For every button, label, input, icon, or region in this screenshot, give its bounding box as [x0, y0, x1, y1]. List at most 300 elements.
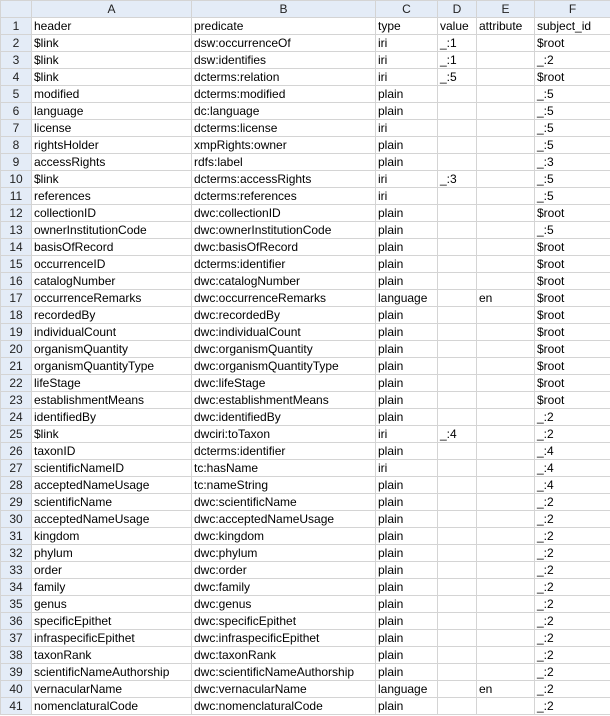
cell[interactable]: [477, 426, 535, 443]
cell[interactable]: rightsHolder: [32, 137, 192, 154]
cell[interactable]: order: [32, 562, 192, 579]
cell[interactable]: [477, 188, 535, 205]
cell[interactable]: $link: [32, 35, 192, 52]
cell[interactable]: scientificNameID: [32, 460, 192, 477]
cell[interactable]: vernacularName: [32, 681, 192, 698]
cell[interactable]: plain: [376, 375, 438, 392]
cell[interactable]: dwc:catalogNumber: [192, 273, 376, 290]
cell[interactable]: [477, 596, 535, 613]
row-number[interactable]: 19: [1, 324, 32, 341]
table-row: [1, 256, 610, 273]
cell[interactable]: [477, 137, 535, 154]
row-number[interactable]: 31: [1, 528, 32, 545]
cell[interactable]: $root: [535, 341, 610, 358]
row-number[interactable]: 18: [1, 307, 32, 324]
cell[interactable]: dwc:taxonRank: [192, 647, 376, 664]
row-number[interactable]: 15: [1, 256, 32, 273]
cell[interactable]: plain: [376, 324, 438, 341]
cell[interactable]: language: [32, 103, 192, 120]
cell[interactable]: plain: [376, 647, 438, 664]
cell[interactable]: dwc:identifiedBy: [192, 409, 376, 426]
cell[interactable]: [477, 273, 535, 290]
cell[interactable]: plain: [376, 256, 438, 273]
cell[interactable]: [438, 307, 477, 324]
row-number[interactable]: 21: [1, 358, 32, 375]
cell[interactable]: [438, 239, 477, 256]
cell[interactable]: $root: [535, 256, 610, 273]
row-number[interactable]: 4: [1, 69, 32, 86]
row-number[interactable]: 22: [1, 375, 32, 392]
cell[interactable]: [477, 222, 535, 239]
cell[interactable]: dwc:recordedBy: [192, 307, 376, 324]
cell[interactable]: [477, 562, 535, 579]
cell[interactable]: [438, 443, 477, 460]
cell[interactable]: subject_id: [535, 18, 610, 35]
cell[interactable]: _:4: [438, 426, 477, 443]
cell[interactable]: $root: [535, 324, 610, 341]
row-number[interactable]: 36: [1, 613, 32, 630]
cell[interactable]: [477, 358, 535, 375]
cell[interactable]: [438, 494, 477, 511]
row-number[interactable]: 9: [1, 154, 32, 171]
cell[interactable]: [477, 409, 535, 426]
cell[interactable]: dcterms:modified: [192, 86, 376, 103]
cell[interactable]: [438, 698, 477, 715]
cell[interactable]: _:2: [535, 426, 610, 443]
cell[interactable]: dwc:kingdom: [192, 528, 376, 545]
cell[interactable]: accessRights: [32, 154, 192, 171]
cell[interactable]: ownerInstitutionCode: [32, 222, 192, 239]
cell[interactable]: [438, 324, 477, 341]
cell[interactable]: [438, 137, 477, 154]
cell[interactable]: dcterms:references: [192, 188, 376, 205]
cell[interactable]: [477, 52, 535, 69]
row-number[interactable]: 3: [1, 52, 32, 69]
cell[interactable]: plain: [376, 698, 438, 715]
cell[interactable]: plain: [376, 392, 438, 409]
cell[interactable]: $link: [32, 426, 192, 443]
cell[interactable]: dwc:scientificNameAuthorship: [192, 664, 376, 681]
cell[interactable]: [477, 664, 535, 681]
cell[interactable]: family: [32, 579, 192, 596]
cell[interactable]: dcterms:accessRights: [192, 171, 376, 188]
cell[interactable]: iri: [376, 52, 438, 69]
cell[interactable]: language: [376, 681, 438, 698]
cell[interactable]: _:2: [535, 579, 610, 596]
cell[interactable]: plain: [376, 443, 438, 460]
row-number[interactable]: 5: [1, 86, 32, 103]
cell[interactable]: plain: [376, 205, 438, 222]
row-number[interactable]: 34: [1, 579, 32, 596]
cell[interactable]: [477, 443, 535, 460]
cell[interactable]: [477, 477, 535, 494]
cell[interactable]: acceptedNameUsage: [32, 511, 192, 528]
cell[interactable]: _:2: [535, 647, 610, 664]
cell[interactable]: [477, 545, 535, 562]
cell[interactable]: [477, 239, 535, 256]
cell[interactable]: _:5: [535, 222, 610, 239]
row-number[interactable]: 41: [1, 698, 32, 715]
cell[interactable]: references: [32, 188, 192, 205]
cell[interactable]: plain: [376, 273, 438, 290]
row-number[interactable]: 40: [1, 681, 32, 698]
row-number[interactable]: 33: [1, 562, 32, 579]
cell[interactable]: _:5: [535, 103, 610, 120]
cell[interactable]: organismQuantityType: [32, 358, 192, 375]
cell[interactable]: $root: [535, 239, 610, 256]
cell[interactable]: _:4: [535, 477, 610, 494]
row-number[interactable]: 10: [1, 171, 32, 188]
row-number[interactable]: 12: [1, 205, 32, 222]
cell[interactable]: plain: [376, 86, 438, 103]
row-number[interactable]: 20: [1, 341, 32, 358]
cell[interactable]: dwc:order: [192, 562, 376, 579]
cell[interactable]: [477, 307, 535, 324]
cell[interactable]: [477, 698, 535, 715]
cell[interactable]: _:1: [438, 52, 477, 69]
cell[interactable]: organismQuantity: [32, 341, 192, 358]
row-number[interactable]: 11: [1, 188, 32, 205]
cell[interactable]: [477, 494, 535, 511]
cell[interactable]: tc:nameString: [192, 477, 376, 494]
table-row: [1, 494, 610, 511]
cell[interactable]: language: [376, 290, 438, 307]
cell[interactable]: [477, 103, 535, 120]
row-number[interactable]: 8: [1, 137, 32, 154]
cell[interactable]: $root: [535, 392, 610, 409]
cell[interactable]: [438, 630, 477, 647]
cell[interactable]: [438, 392, 477, 409]
cell[interactable]: dwc:phylum: [192, 545, 376, 562]
cell[interactable]: [438, 103, 477, 120]
cell[interactable]: dwc:genus: [192, 596, 376, 613]
cell[interactable]: _:5: [535, 137, 610, 154]
cell[interactable]: dwc:family: [192, 579, 376, 596]
cell[interactable]: dwc:collectionID: [192, 205, 376, 222]
cell[interactable]: $root: [535, 273, 610, 290]
cell[interactable]: plain: [376, 545, 438, 562]
cell[interactable]: [438, 256, 477, 273]
cell[interactable]: basisOfRecord: [32, 239, 192, 256]
cell[interactable]: phylum: [32, 545, 192, 562]
cell[interactable]: nomenclaturalCode: [32, 698, 192, 715]
cell[interactable]: dwc:acceptedNameUsage: [192, 511, 376, 528]
cell[interactable]: $root: [535, 290, 610, 307]
cell[interactable]: plain: [376, 358, 438, 375]
cell[interactable]: [477, 528, 535, 545]
cell[interactable]: $root: [535, 307, 610, 324]
cell[interactable]: [438, 341, 477, 358]
cell[interactable]: iri: [376, 35, 438, 52]
cell[interactable]: plain: [376, 341, 438, 358]
cell[interactable]: [477, 647, 535, 664]
cell[interactable]: dsw:occurrenceOf: [192, 35, 376, 52]
cell[interactable]: [438, 647, 477, 664]
cell[interactable]: dsw:identifies: [192, 52, 376, 69]
cell[interactable]: [438, 579, 477, 596]
cell[interactable]: license: [32, 120, 192, 137]
cell[interactable]: _:4: [535, 460, 610, 477]
cell[interactable]: tc:hasName: [192, 460, 376, 477]
column-header-f[interactable]: F: [535, 1, 610, 18]
cell[interactable]: plain: [376, 511, 438, 528]
row-number[interactable]: 37: [1, 630, 32, 647]
cell[interactable]: plain: [376, 613, 438, 630]
cell[interactable]: collectionID: [32, 205, 192, 222]
cell[interactable]: [438, 511, 477, 528]
cell[interactable]: plain: [376, 528, 438, 545]
cell[interactable]: taxonID: [32, 443, 192, 460]
row-number[interactable]: 14: [1, 239, 32, 256]
column-header-a[interactable]: A: [32, 1, 192, 18]
column-header-d[interactable]: D: [438, 1, 477, 18]
cell[interactable]: [438, 613, 477, 630]
cell[interactable]: dcterms:identifier: [192, 256, 376, 273]
cell[interactable]: scientificNameAuthorship: [32, 664, 192, 681]
cell[interactable]: _:2: [535, 494, 610, 511]
cell[interactable]: dcterms:license: [192, 120, 376, 137]
cell[interactable]: dwc:vernacularName: [192, 681, 376, 698]
cell[interactable]: dwc:scientificName: [192, 494, 376, 511]
cell[interactable]: [438, 154, 477, 171]
row-number[interactable]: 27: [1, 460, 32, 477]
cell[interactable]: _:2: [535, 698, 610, 715]
cell[interactable]: _:2: [535, 613, 610, 630]
cell[interactable]: plain: [376, 103, 438, 120]
cell[interactable]: [477, 324, 535, 341]
row-number[interactable]: 7: [1, 120, 32, 137]
cell[interactable]: [438, 290, 477, 307]
cell[interactable]: [477, 120, 535, 137]
cell[interactable]: _:1: [438, 35, 477, 52]
cell[interactable]: [477, 154, 535, 171]
cell[interactable]: [438, 545, 477, 562]
column-header-c[interactable]: C: [376, 1, 438, 18]
cell[interactable]: occurrenceID: [32, 256, 192, 273]
cell[interactable]: [438, 562, 477, 579]
row-number[interactable]: 24: [1, 409, 32, 426]
cell[interactable]: [438, 86, 477, 103]
cell[interactable]: _:5: [535, 86, 610, 103]
cell[interactable]: attribute: [477, 18, 535, 35]
cell[interactable]: $link: [32, 69, 192, 86]
cell[interactable]: _:2: [535, 596, 610, 613]
cell[interactable]: acceptedNameUsage: [32, 477, 192, 494]
cell[interactable]: [438, 358, 477, 375]
cell[interactable]: value: [438, 18, 477, 35]
cell[interactable]: [438, 375, 477, 392]
cell[interactable]: [477, 35, 535, 52]
cell[interactable]: plain: [376, 409, 438, 426]
table-row: [1, 664, 610, 681]
cell[interactable]: _:2: [535, 630, 610, 647]
cell[interactable]: _:2: [535, 545, 610, 562]
cell[interactable]: en: [477, 681, 535, 698]
row-number[interactable]: 32: [1, 545, 32, 562]
cell[interactable]: dwc:establishmentMeans: [192, 392, 376, 409]
cell[interactable]: plain: [376, 579, 438, 596]
cell[interactable]: plain: [376, 477, 438, 494]
row-number[interactable]: 38: [1, 647, 32, 664]
cell[interactable]: iri: [376, 188, 438, 205]
cell[interactable]: dcterms:relation: [192, 69, 376, 86]
cell[interactable]: specificEpithet: [32, 613, 192, 630]
row-number[interactable]: 26: [1, 443, 32, 460]
cell[interactable]: dcterms:identifier: [192, 443, 376, 460]
cell[interactable]: identifiedBy: [32, 409, 192, 426]
cell[interactable]: [438, 596, 477, 613]
cell[interactable]: [477, 511, 535, 528]
cell[interactable]: recordedBy: [32, 307, 192, 324]
cell[interactable]: [477, 579, 535, 596]
cell[interactable]: [438, 664, 477, 681]
cell[interactable]: modified: [32, 86, 192, 103]
cell[interactable]: plain: [376, 664, 438, 681]
cell[interactable]: $link: [32, 171, 192, 188]
cell[interactable]: scientificName: [32, 494, 192, 511]
row-number[interactable]: 39: [1, 664, 32, 681]
row-number[interactable]: 16: [1, 273, 32, 290]
cell[interactable]: iri: [376, 120, 438, 137]
cell[interactable]: dwciri:toTaxon: [192, 426, 376, 443]
cell[interactable]: _:2: [535, 562, 610, 579]
cell[interactable]: $link: [32, 52, 192, 69]
cell[interactable]: _:2: [535, 681, 610, 698]
cell[interactable]: [477, 256, 535, 273]
cell[interactable]: rdfs:label: [192, 154, 376, 171]
cell[interactable]: [438, 205, 477, 222]
cell[interactable]: $root: [535, 205, 610, 222]
cell[interactable]: _:5: [438, 69, 477, 86]
cell[interactable]: $root: [535, 375, 610, 392]
cell[interactable]: [438, 222, 477, 239]
cell[interactable]: en: [477, 290, 535, 307]
cell[interactable]: _:2: [535, 409, 610, 426]
table-row: [1, 52, 610, 69]
cell[interactable]: dwc:nomenclaturalCode: [192, 698, 376, 715]
cell[interactable]: _:5: [535, 188, 610, 205]
cell[interactable]: iri: [376, 69, 438, 86]
cell[interactable]: _:4: [535, 443, 610, 460]
cell[interactable]: type: [376, 18, 438, 35]
cell[interactable]: _:3: [535, 154, 610, 171]
select-all-corner[interactable]: [1, 1, 32, 18]
cell[interactable]: [477, 630, 535, 647]
cell[interactable]: _:2: [535, 664, 610, 681]
cell[interactable]: genus: [32, 596, 192, 613]
row-number[interactable]: 13: [1, 222, 32, 239]
row-number[interactable]: 35: [1, 596, 32, 613]
table-row: [1, 613, 610, 630]
cell[interactable]: plain: [376, 630, 438, 647]
cell[interactable]: [438, 409, 477, 426]
cell[interactable]: [477, 392, 535, 409]
row-number[interactable]: 30: [1, 511, 32, 528]
cell[interactable]: [477, 69, 535, 86]
cell[interactable]: dwc:basisOfRecord: [192, 239, 376, 256]
cell[interactable]: plain: [376, 562, 438, 579]
cell[interactable]: [438, 188, 477, 205]
cell[interactable]: $root: [535, 69, 610, 86]
cell[interactable]: predicate: [192, 18, 376, 35]
cell[interactable]: _:5: [535, 171, 610, 188]
cell[interactable]: xmpRights:owner: [192, 137, 376, 154]
cell[interactable]: _:2: [535, 511, 610, 528]
cell[interactable]: [477, 460, 535, 477]
cell[interactable]: [477, 205, 535, 222]
row-number[interactable]: 6: [1, 103, 32, 120]
cell[interactable]: infraspecificEpithet: [32, 630, 192, 647]
cell[interactable]: $root: [535, 358, 610, 375]
cell[interactable]: $root: [535, 35, 610, 52]
cell[interactable]: dwc:lifeStage: [192, 375, 376, 392]
cell[interactable]: [477, 341, 535, 358]
row-number[interactable]: 28: [1, 477, 32, 494]
cell[interactable]: [438, 460, 477, 477]
cell[interactable]: [438, 477, 477, 494]
row-number[interactable]: 25: [1, 426, 32, 443]
cell[interactable]: _:5: [535, 120, 610, 137]
cell[interactable]: establishmentMeans: [32, 392, 192, 409]
cell[interactable]: [438, 681, 477, 698]
cell[interactable]: _:2: [535, 52, 610, 69]
row-number[interactable]: 1: [1, 18, 32, 35]
cell[interactable]: dwc:ownerInstitutionCode: [192, 222, 376, 239]
cell[interactable]: occurrenceRemarks: [32, 290, 192, 307]
cell[interactable]: plain: [376, 596, 438, 613]
cell[interactable]: _:3: [438, 171, 477, 188]
cell[interactable]: individualCount: [32, 324, 192, 341]
cell[interactable]: [438, 273, 477, 290]
cell[interactable]: dwc:occurrenceRemarks: [192, 290, 376, 307]
cell[interactable]: dwc:infraspecificEpithet: [192, 630, 376, 647]
row-number[interactable]: 17: [1, 290, 32, 307]
row-number[interactable]: 2: [1, 35, 32, 52]
cell[interactable]: lifeStage: [32, 375, 192, 392]
cell[interactable]: plain: [376, 494, 438, 511]
cell[interactable]: dwc:individualCount: [192, 324, 376, 341]
cell[interactable]: [438, 120, 477, 137]
cell[interactable]: iri: [376, 171, 438, 188]
cell[interactable]: [477, 375, 535, 392]
cell[interactable]: catalogNumber: [32, 273, 192, 290]
cell[interactable]: [477, 86, 535, 103]
table-row: [1, 154, 610, 171]
cell[interactable]: iri: [376, 460, 438, 477]
cell[interactable]: [477, 613, 535, 630]
row-number[interactable]: 29: [1, 494, 32, 511]
cell[interactable]: plain: [376, 222, 438, 239]
cell[interactable]: taxonRank: [32, 647, 192, 664]
cell[interactable]: header: [32, 18, 192, 35]
cell[interactable]: iri: [376, 426, 438, 443]
cell[interactable]: dwc:organismQuantityType: [192, 358, 376, 375]
column-header-b[interactable]: B: [192, 1, 376, 18]
column-header-e[interactable]: E: [477, 1, 535, 18]
cell[interactable]: dwc:specificEpithet: [192, 613, 376, 630]
cell[interactable]: plain: [376, 307, 438, 324]
cell[interactable]: [438, 528, 477, 545]
row-number[interactable]: 23: [1, 392, 32, 409]
cell[interactable]: kingdom: [32, 528, 192, 545]
cell[interactable]: plain: [376, 239, 438, 256]
cell[interactable]: dc:language: [192, 103, 376, 120]
cell[interactable]: _:2: [535, 528, 610, 545]
cell[interactable]: [477, 171, 535, 188]
cell[interactable]: plain: [376, 137, 438, 154]
cell[interactable]: plain: [376, 154, 438, 171]
cell[interactable]: dwc:organismQuantity: [192, 341, 376, 358]
